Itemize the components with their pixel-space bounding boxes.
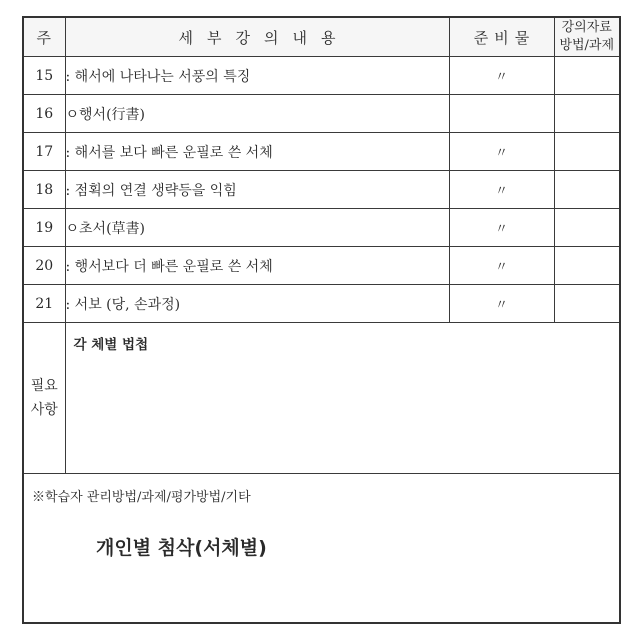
table-row [23, 57, 620, 95]
lecture-content: ㅇ초서(草書) [65, 209, 449, 247]
week-number: 19 [23, 209, 65, 247]
evaluation-cell [23, 474, 620, 624]
preparation-header: 준비물 [449, 17, 554, 57]
lecture-content: : 점획의 연결 생략등을 익힘 [65, 171, 449, 209]
materials-header-line1: 강의자료 [561, 20, 612, 35]
table-row [23, 285, 620, 323]
materials-header [554, 17, 620, 57]
lecture-content: : 해서를 보다 빠른 운필로 쓴 서체 [65, 133, 449, 171]
preparation-cell [449, 95, 554, 133]
week-number: 20 [23, 247, 65, 285]
syllabus-sheet [22, 16, 619, 626]
table-row [23, 95, 620, 133]
preparation-cell: 〃 [449, 133, 554, 171]
requirements-content: 각 체별 법첩 [73, 337, 149, 353]
week-header: 주 [23, 17, 65, 57]
materials-cell [554, 209, 620, 247]
footer-row [23, 474, 620, 624]
materials-cell [554, 171, 620, 209]
lecture-content: : 행서보다 더 빠른 운필로 쓴 서체 [65, 247, 449, 285]
content-header: 세부강의내용 [65, 17, 449, 57]
evaluation-method: 개인별 첨삭(서체별) [96, 537, 267, 559]
lecture-table [22, 16, 621, 624]
evaluation-note: ※학습자 관리방법/과제/평가방법/기타 [32, 490, 251, 505]
materials-cell [554, 247, 620, 285]
requirements-label-line1: 필요 [30, 378, 58, 394]
materials-header-line2: 방법/과제 [559, 38, 615, 53]
materials-cell [554, 133, 620, 171]
materials-cell [554, 57, 620, 95]
table-header-row [23, 17, 620, 57]
requirements-row [23, 323, 620, 474]
table-row [23, 133, 620, 171]
preparation-cell: 〃 [449, 285, 554, 323]
preparation-cell: 〃 [449, 57, 554, 95]
lecture-content: : 해서에 나타나는 서풍의 특징 [65, 57, 449, 95]
table-row [23, 171, 620, 209]
week-number: 16 [23, 95, 65, 133]
week-number: 15 [23, 57, 65, 95]
preparation-cell: 〃 [449, 209, 554, 247]
preparation-cell: 〃 [449, 171, 554, 209]
lecture-content: ㅇ행서(行書) [65, 95, 449, 133]
week-number: 18 [23, 171, 65, 209]
requirements-label-line2: 사항 [30, 402, 58, 418]
preparation-cell: 〃 [449, 247, 554, 285]
requirements-content-cell [65, 323, 620, 474]
table-row [23, 209, 620, 247]
table-row [23, 247, 620, 285]
materials-cell [554, 95, 620, 133]
week-number: 17 [23, 133, 65, 171]
week-number: 21 [23, 285, 65, 323]
lecture-content: : 서보 (당, 손과정) [65, 285, 449, 323]
requirements-label [23, 323, 65, 474]
materials-cell [554, 285, 620, 323]
